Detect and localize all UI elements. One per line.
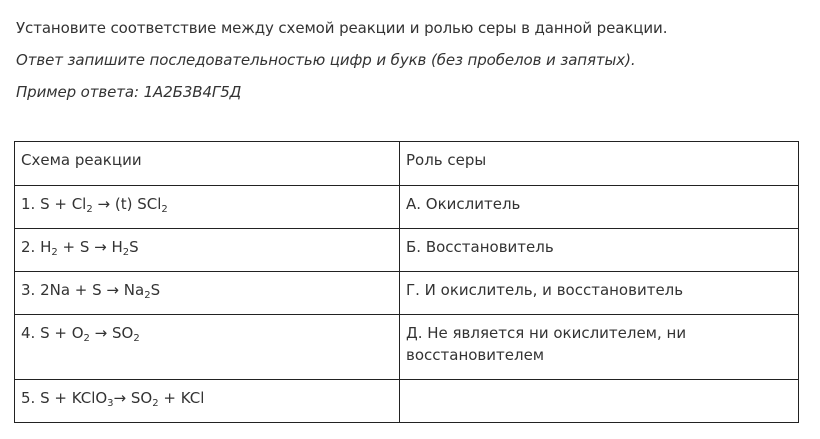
subscript: 2 — [144, 290, 151, 301]
header-sulfur-role: Роль серы — [400, 142, 799, 186]
reaction-equation — [15, 315, 400, 380]
answer-format-note: Ответ запишите последовательностью цифр и букв (без пробелов и запятых). — [16, 51, 636, 69]
subscript: 2 — [51, 247, 58, 258]
equation-text: 4. $S + O_2 \to SO_2$ — [21, 324, 140, 344]
answer-example: Пример ответа: 1А2Б3В4Г5Д — [16, 83, 242, 101]
table-header-row — [15, 142, 799, 186]
table-row — [15, 229, 799, 272]
subscript: 2 — [161, 204, 168, 215]
table-row — [15, 272, 799, 315]
subscript: 2 — [83, 333, 90, 344]
equation-text: 5. S + KClO$_3$→ $SO_2$ + KCl — [21, 389, 205, 409]
matching-table — [14, 141, 799, 423]
table-row — [15, 380, 799, 423]
reaction-equation — [15, 229, 400, 272]
sulfur-role: Д. Не является ни окислителем, ни восстановителем — [400, 315, 799, 380]
subscript: 2 — [152, 398, 159, 409]
task-text — [16, 12, 806, 108]
equation-text: 2. $H_2 + S \to H_2S$ — [21, 238, 139, 258]
equation-text: 1. $S + Cl_2 \to (t)$ SCl$_2$ — [21, 195, 168, 215]
subscript: 2 — [122, 247, 130, 258]
reaction-equation — [15, 380, 400, 423]
subscript: 2 — [86, 204, 93, 215]
header-reaction-scheme: Схема реакции — [15, 142, 400, 186]
equation-text: 3. $2Na + S \to Na_2S$ — [21, 281, 161, 301]
task-instruction: Установите соответствие между схемой реакции и ролью серы в данной реакции. — [16, 19, 668, 37]
sulfur-role: А. Окислитель — [400, 186, 799, 229]
table-row — [15, 315, 799, 380]
sulfur-role-empty — [400, 380, 799, 423]
reaction-equation — [15, 186, 400, 229]
sulfur-role: Б. Восстановитель — [400, 229, 799, 272]
reaction-equation — [15, 272, 400, 315]
table-row — [15, 186, 799, 229]
subscript: 2 — [133, 333, 140, 344]
sulfur-role: Г. И окислитель, и восстановитель — [400, 272, 799, 315]
subscript: 3 — [107, 398, 114, 409]
